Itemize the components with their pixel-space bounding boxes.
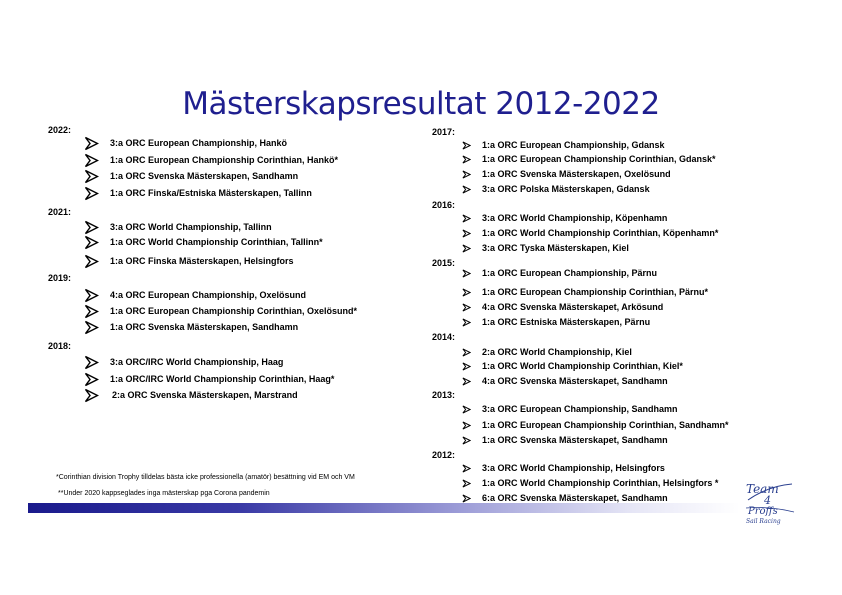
arrow-bullet-icon bbox=[84, 220, 99, 235]
arrow-bullet-icon bbox=[462, 141, 471, 150]
arrow-bullet-icon bbox=[462, 436, 471, 445]
result-text: 1:a ORC European Championship Corinthian, Hankö* bbox=[110, 155, 339, 165]
result-text: 3:a ORC European Championship, Sandhamn bbox=[482, 404, 678, 414]
result-text: 1:a ORC World Championship Corinthian, Kiel* bbox=[482, 361, 683, 371]
logo-4-text: 4 bbox=[764, 494, 771, 507]
arrow-bullet-icon bbox=[462, 155, 471, 164]
year-heading: 2022: bbox=[48, 125, 72, 135]
result-text: 4:a ORC European Championship, Oxelösund bbox=[110, 290, 307, 300]
result-text: 1:a ORC Svenska Mästerskapen, Oxelösund bbox=[482, 169, 671, 179]
result-text: 3:a ORC World Championship, Köpenhamn bbox=[482, 213, 668, 223]
result-text: 3:a ORC World Championship, Helsingfors bbox=[482, 463, 665, 473]
result-text: 3:a ORC/IRC World Championship, Haag bbox=[110, 357, 284, 367]
corinthian-footnote: *Corinthian division Trophy tilldelas bästa icke professionella (amatör) besättning vid EM och VM bbox=[56, 474, 355, 481]
sailboat-logo-icon bbox=[740, 478, 800, 528]
result-text: 1:a ORC Svenska Mästerskapen, Sandhamn bbox=[110, 322, 299, 332]
arrow-bullet-icon bbox=[84, 304, 99, 319]
result-text: 1:a ORC/IRC World Championship Corinthian, Haag* bbox=[110, 374, 335, 384]
arrow-bullet-icon bbox=[84, 320, 99, 335]
logo-tagline-text: Sail Racing bbox=[746, 518, 781, 525]
year-heading: 2016: bbox=[432, 200, 456, 210]
logo-proffs-text: Proffs bbox=[748, 506, 778, 517]
arrow-bullet-icon bbox=[84, 186, 99, 201]
year-heading: 2012: bbox=[432, 450, 456, 460]
arrow-bullet-icon bbox=[462, 362, 471, 371]
result-text: 3:a ORC Tyska Mästerskapen, Kiel bbox=[482, 243, 629, 253]
year-heading: 2018: bbox=[48, 341, 72, 351]
arrow-bullet-icon bbox=[462, 464, 471, 473]
arrow-bullet-icon bbox=[462, 244, 471, 253]
arrow-bullet-icon bbox=[462, 214, 471, 223]
year-heading: 2014: bbox=[432, 332, 456, 342]
page-title: Mästerskapsresultat 2012-2022 bbox=[182, 86, 660, 122]
year-heading: 2013: bbox=[432, 390, 456, 400]
result-text: 1:a ORC World Championship Corinthian, Köpenhamn* bbox=[482, 228, 719, 238]
arrow-bullet-icon bbox=[462, 303, 471, 312]
arrow-bullet-icon bbox=[462, 377, 471, 386]
arrow-bullet-icon bbox=[84, 288, 99, 303]
result-text: 1:a ORC Svenska Mästerskapen, Sandhamn bbox=[110, 171, 299, 181]
result-text: 1:a ORC European Championship Corinthian, Gdansk* bbox=[482, 154, 716, 164]
arrow-bullet-icon bbox=[462, 185, 471, 194]
arrow-bullet-icon bbox=[462, 405, 471, 414]
arrow-bullet-icon bbox=[462, 421, 471, 430]
result-text: 3:a ORC European Championship, Hankö bbox=[110, 138, 288, 148]
arrow-bullet-icon bbox=[84, 235, 99, 250]
result-text: 4:a ORC Svenska Mästerskapet, Sandhamn bbox=[482, 376, 668, 386]
year-heading: 2017: bbox=[432, 127, 456, 137]
year-heading: 2021: bbox=[48, 207, 72, 217]
result-text: 1:a ORC European Championship Corinthian, Sandhamn* bbox=[482, 420, 729, 430]
result-text: 1:a ORC Finska/Estniska Mästerskapen, Tallinn bbox=[110, 188, 312, 198]
result-text: 1:a ORC European Championship Corinthian, Oxelösund* bbox=[110, 306, 358, 316]
arrow-bullet-icon bbox=[462, 288, 471, 297]
team-logo bbox=[740, 478, 800, 528]
arrow-bullet-icon bbox=[84, 372, 99, 387]
arrow-bullet-icon bbox=[84, 169, 99, 184]
arrow-bullet-icon bbox=[462, 494, 471, 503]
result-text: 1:a ORC European Championship, Gdansk bbox=[482, 140, 665, 150]
result-text: 1:a ORC Finska Mästerskapen, Helsingfors bbox=[110, 256, 294, 266]
result-text: 1:a ORC World Championship Corinthian, Helsingfors * bbox=[482, 478, 719, 488]
arrow-bullet-icon bbox=[462, 348, 471, 357]
corona-footnote: **Under 2020 kappseglades inga mästerskap pga Corona pandemin bbox=[58, 490, 270, 497]
footer-gradient-bar bbox=[28, 503, 740, 513]
result-text: 1:a ORC Estniska Mästerskapen, Pärnu bbox=[482, 317, 651, 327]
year-heading: 2019: bbox=[48, 273, 72, 283]
arrow-bullet-icon bbox=[462, 479, 471, 488]
result-text: 1:a ORC European Championship, Pärnu bbox=[482, 268, 658, 278]
arrow-bullet-icon bbox=[462, 229, 471, 238]
arrow-bullet-icon bbox=[462, 170, 471, 179]
result-text: 2:a ORC Svenska Mästerskapen, Marstrand bbox=[112, 390, 298, 400]
result-text: 2:a ORC World Championship, Kiel bbox=[482, 347, 632, 357]
arrow-bullet-icon bbox=[462, 318, 471, 327]
result-text: 6:a ORC Svenska Mästerskapet, Sandhamn bbox=[482, 493, 668, 503]
arrow-bullet-icon bbox=[84, 153, 99, 168]
result-text: 1:a ORC Svenska Mästerskapet, Sandhamn bbox=[482, 435, 668, 445]
arrow-bullet-icon bbox=[84, 355, 99, 370]
arrow-bullet-icon bbox=[84, 254, 99, 269]
result-text: 3:a ORC Polska Mästerskapen, Gdansk bbox=[482, 184, 650, 194]
result-text: 1:a ORC World Championship Corinthian, Tallinn* bbox=[110, 237, 323, 247]
year-heading: 2015: bbox=[432, 258, 456, 268]
result-text: 3:a ORC World Championship, Tallinn bbox=[110, 222, 272, 232]
logo-team-text: Team bbox=[746, 482, 779, 496]
arrow-bullet-icon bbox=[84, 388, 99, 403]
arrow-bullet-icon bbox=[84, 136, 99, 151]
result-text: 1:a ORC European Championship Corinthian, Pärnu* bbox=[482, 287, 709, 297]
result-text: 4:a ORC Svenska Mästerskapet, Arkösund bbox=[482, 302, 664, 312]
arrow-bullet-icon bbox=[462, 269, 471, 278]
